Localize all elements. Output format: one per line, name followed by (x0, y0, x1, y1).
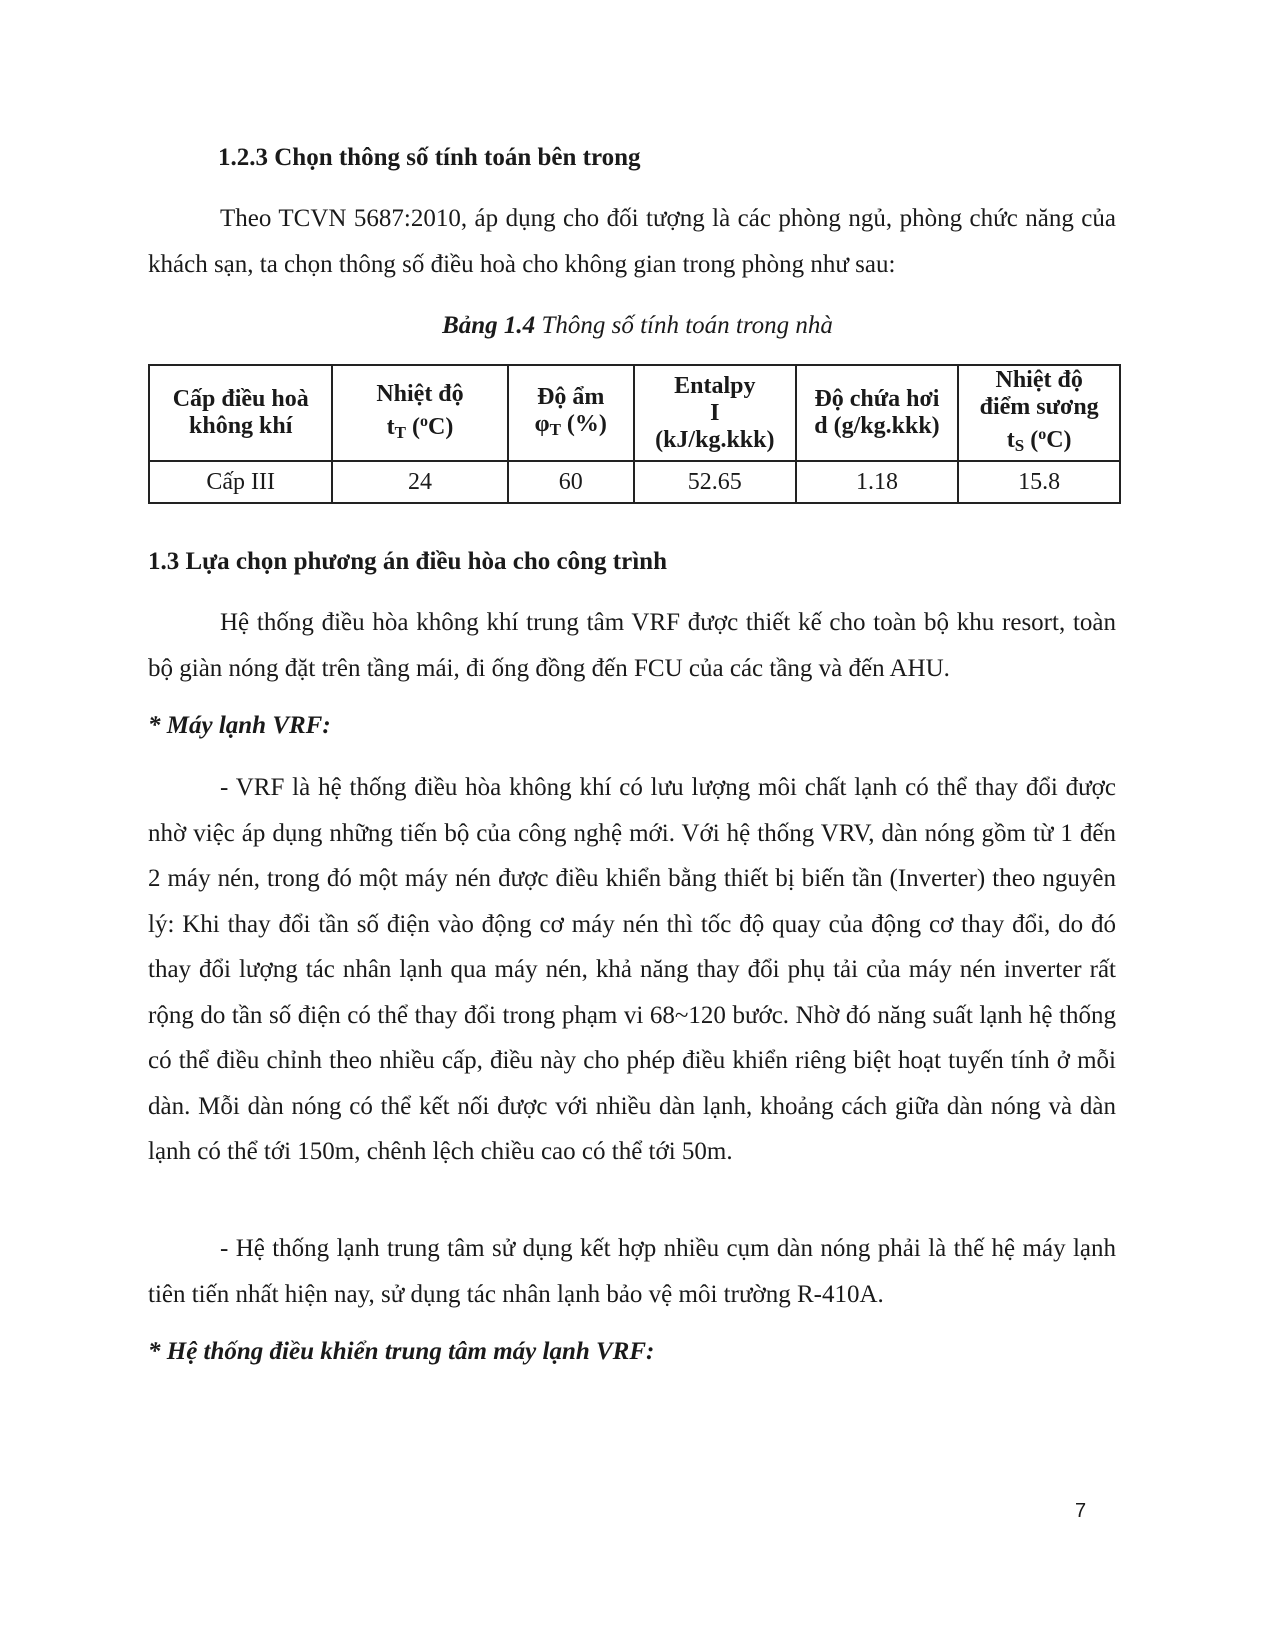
table-caption (0, 312, 1275, 340)
table-cell: 60 (508, 461, 634, 503)
subheading-control-system: * Hệ thống điều khiển trung tâm máy lạnh VRF: (148, 1338, 655, 1365)
table-cell: 15.8 (958, 461, 1120, 503)
parameter-table (148, 364, 1121, 504)
central-system-paragraph: - Hệ thống lạnh trung tâm sử dụng kết hợp nhiều cụm dàn nóng phải là thế hệ máy lạnh tiên tiến nhất hiện nay, sử dụng tác nhân lạnh bảo vệ môi trường R-410A. (148, 1235, 1116, 1308)
caption-label: Bảng 1.4 (442, 312, 536, 339)
section-heading-1-2-3: 1.2.3 Chọn thông số tính toán bên trong (218, 144, 641, 171)
subheading-vrf: * Máy lạnh VRF: (148, 712, 331, 739)
section-heading-1-3: 1.3 Lựa chọn phương án điều hòa cho công trình (148, 548, 667, 575)
header-moisture-content: Độ chứa hơi d (g/kg.kkk) (796, 365, 959, 461)
vrf-description-paragraph: - VRF là hệ thống điều hòa không khí có lưu lượng môi chất lạnh có thể thay đổi được nhờ việc áp dụng những tiến bộ của công nghệ mới. Với hệ thống VRV, dàn nóng gồm từ 1 đến 2 máy nén, trong đó một máy nén được điều khiển bằng thiết bị biến tần (Inverter) theo nguyên lý: Khi thay đổi tần số điện vào động cơ máy nén thì tốc độ quay của động cơ thay đổi, do đó thay đổi lượng tác nhân lạnh qua máy nén, khả năng thay đổi phụ tải của máy nén inverter rất rộng do tần số điện có thể thay đổi trong phạm vi 68~120 bước. Nhờ đó năng suất lạnh hệ thống có thể điều chỉnh theo nhiều cấp, điều này cho phép điều khiển riêng biệt hoạt tuyến tính ở mỗi dàn. Mỗi dàn nóng có thể kết nối được với nhiều dàn lạnh, khoảng cách giữa dàn nóng và dàn lạnh có thể tới 150m, chênh lệch chiều cao có thể tới 50m. (148, 774, 1116, 1165)
table-row (149, 461, 1120, 503)
header-air-class: Cấp điều hoà không khí (149, 365, 332, 461)
table-cell: 1.18 (796, 461, 959, 503)
table-cell: Cấp III (149, 461, 332, 503)
table-cell: 24 (332, 461, 507, 503)
header-dew-point: Nhiệt độ điểm sương $t_S$ ($^o$C) (958, 365, 1120, 461)
vrf-intro-paragraph: Hệ thống điều hòa không khí trung tâm VRF được thiết kế cho toàn bộ khu resort, toàn bộ giàn nóng đặt trên tầng mái, đi ống đồng đến FCU của các tầng và đến AHU. (148, 609, 1116, 682)
table-cell: 52.65 (634, 461, 796, 503)
page-number: 7 (1075, 1500, 1087, 1522)
intro-paragraph: Theo TCVN 5687:2010, áp dụng cho đối tượng là các phòng ngủ, phòng chức năng của khách sạn, ta chọn thông số điều hoà cho không gian trong phòng như sau: (148, 205, 1116, 278)
caption-text: Thông số tính toán trong nhà (535, 312, 833, 339)
header-temperature: Nhiệt độ $t_T$ ($^o$C) (332, 365, 507, 461)
header-humidity: Độ ẩm $\varphi_T$ (%) (508, 365, 634, 461)
table-header-row (149, 365, 1120, 461)
header-enthalpy: Entalpy I (kJ/kg.kkk) (634, 365, 796, 461)
